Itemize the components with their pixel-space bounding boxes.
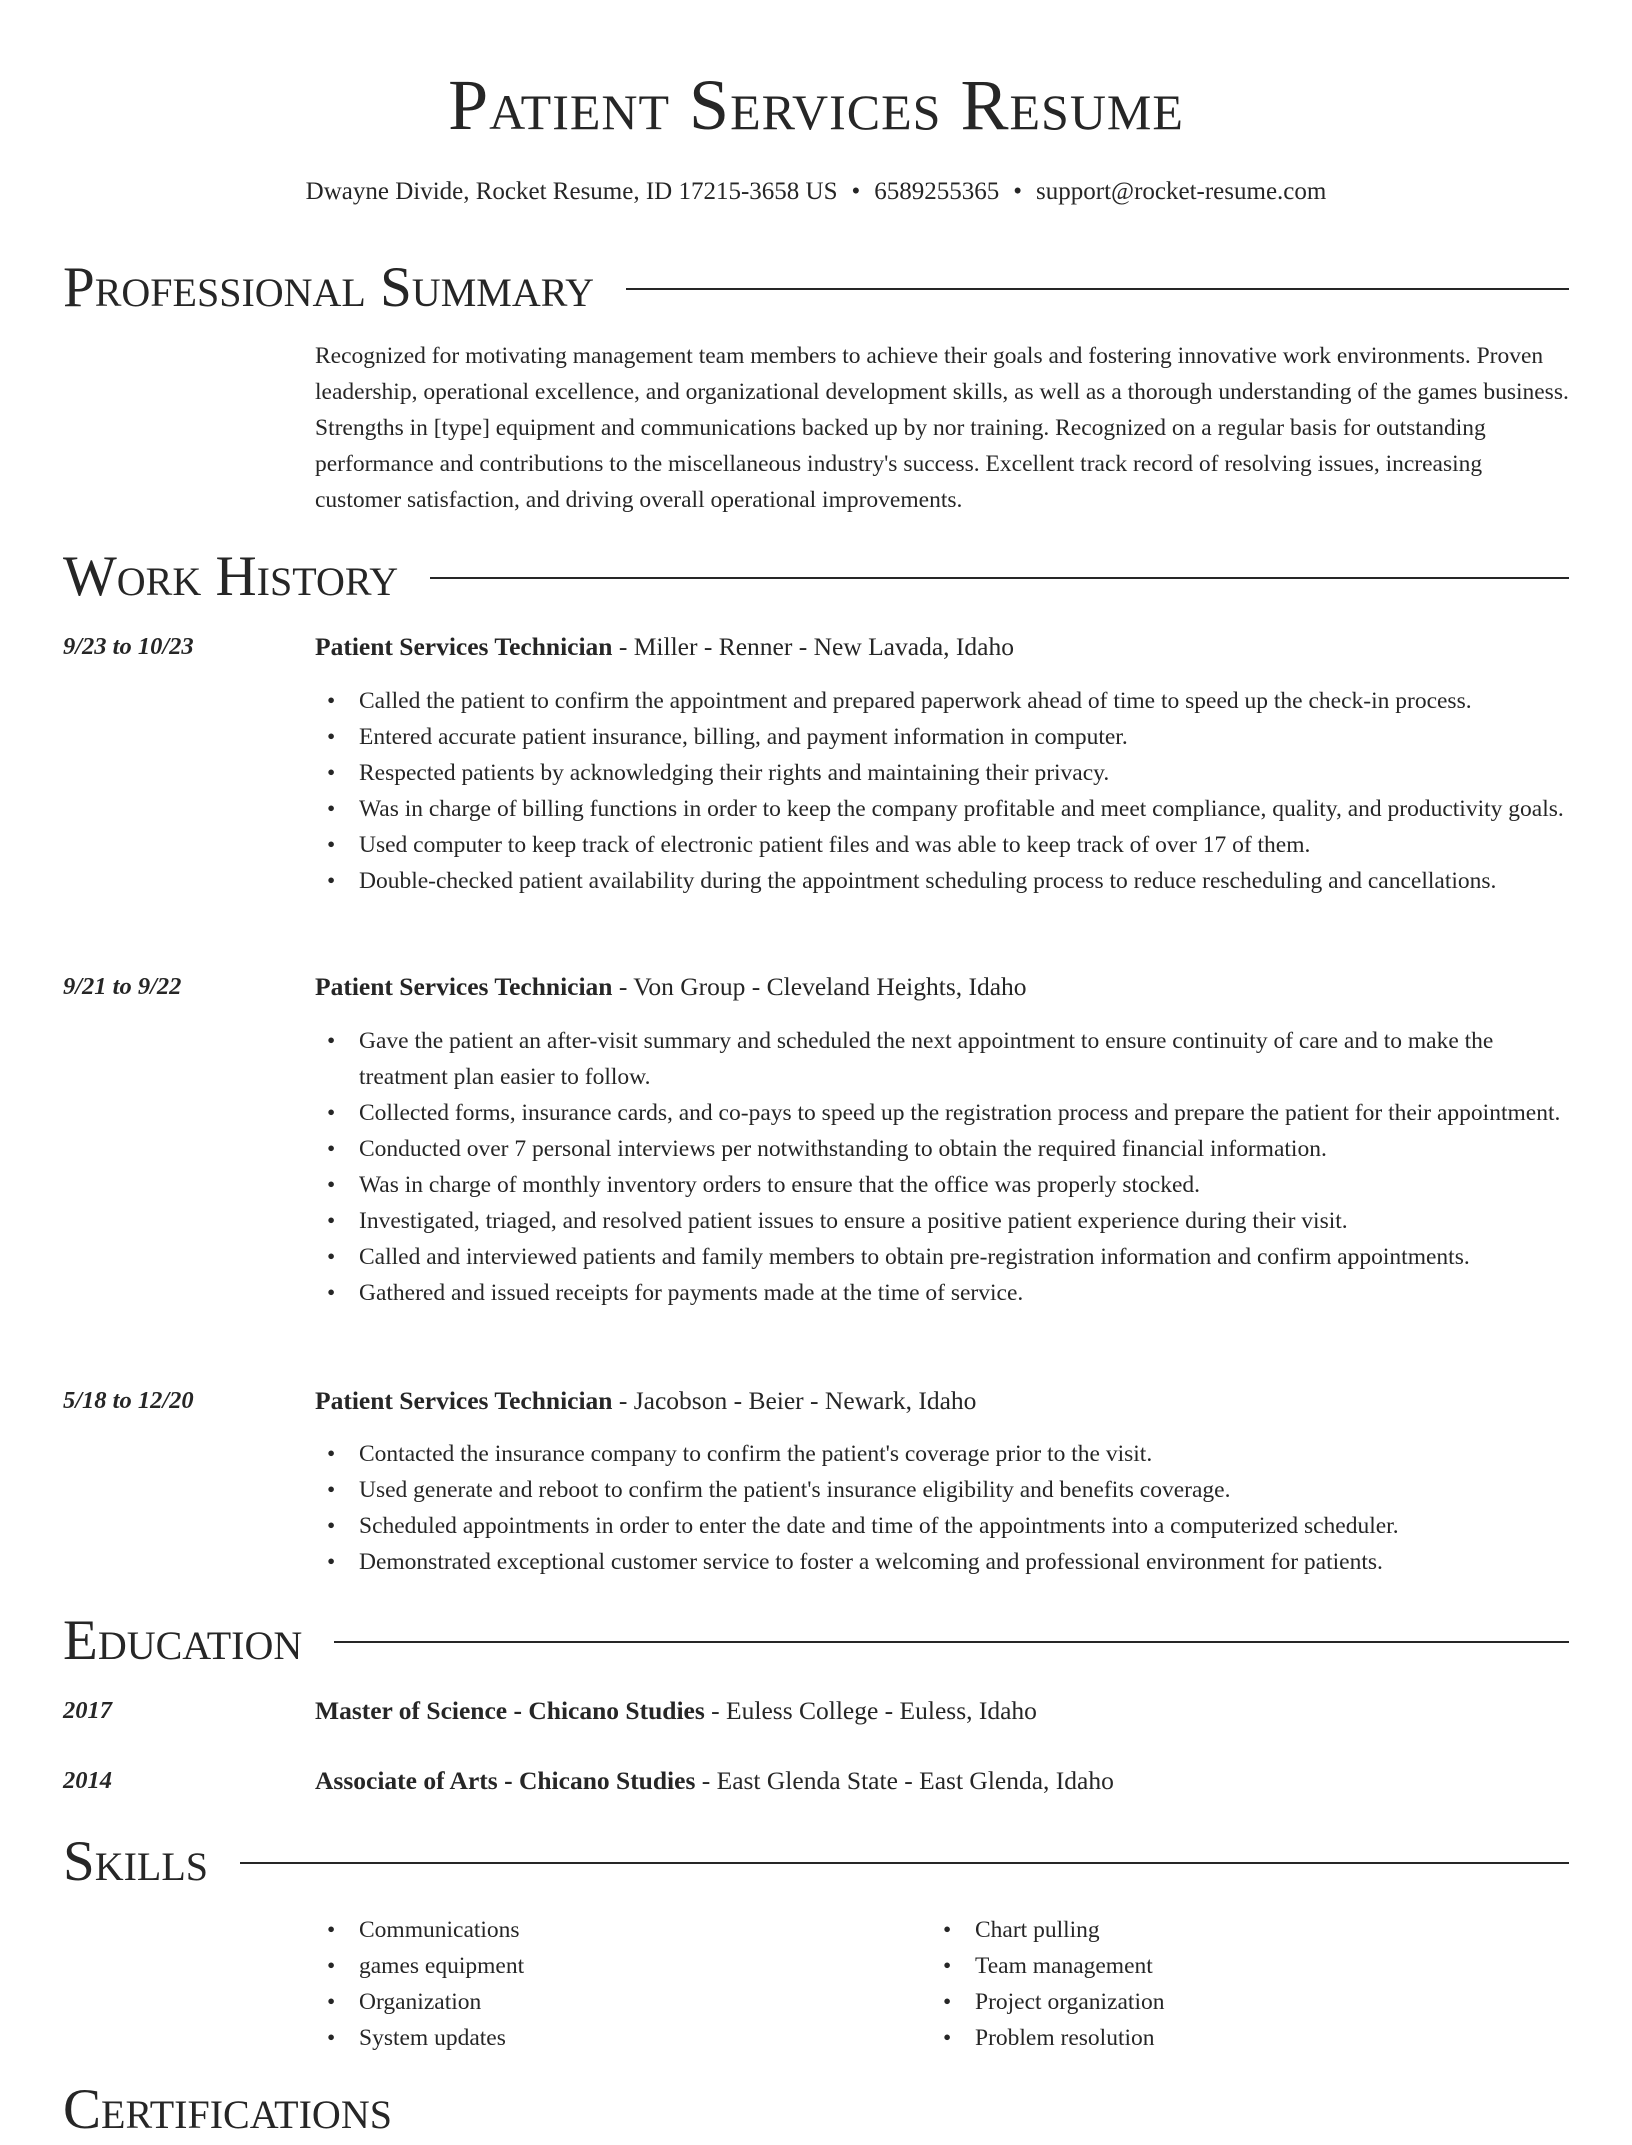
- contact-address: Dwayne Divide, Rocket Resume, ID 17215-3658 US: [305, 178, 838, 205]
- list-item: • Used generate and reboot to confirm the patient's insurance eligibility and benefits coverage.: [315, 1472, 1571, 1508]
- section-title-certifications: Certifications: [63, 2078, 392, 2141]
- skill-item: • Team management: [931, 1948, 1491, 1984]
- skill-item: • Chart pulling: [931, 1912, 1491, 1948]
- job-bullets: [315, 1023, 1571, 1311]
- job-dates: 9/21 to 9/22: [63, 973, 182, 1000]
- summary-text: Recognized for motivating management team members to achieve their goals and fostering innovative work environments. Proven leadership, operational excellence, and organizational development skills, as well as a thorough understanding of the games business. Strengths in [type] equipment and communications backed up by nor training. Recognized on a regular basis for outstanding performance and contributions to the miscellaneous industry's success. Excellent track record of resolving issues, increasing customer satisfaction, and driving overall operational improvements.: [315, 343, 1569, 513]
- list-item: • Scheduled appointments in order to enter the date and time of the appointments into a computerized scheduler.: [315, 1508, 1571, 1544]
- section-header-summary: [63, 253, 1569, 323]
- job-bullets: [315, 683, 1571, 899]
- section-title-skills: Skills: [63, 1830, 209, 1893]
- skills-list-right: [931, 1912, 1491, 2056]
- skill-item: • games equipment: [315, 1948, 875, 1984]
- job-dates: 9/23 to 10/23: [63, 633, 194, 660]
- list-item: • Conducted over 7 personal interviews per notwithstanding to obtain the required financial information.: [315, 1131, 1571, 1167]
- skill-item: • Communications: [315, 1912, 875, 1948]
- list-item: • Gathered and issued receipts for payments made at the time of service.: [315, 1275, 1571, 1311]
- contact-phone: 6589255365: [874, 178, 1000, 205]
- list-item: • Investigated, triaged, and resolved patient issues to ensure a positive patient experience during their visit.: [315, 1203, 1571, 1239]
- list-item: • Gave the patient an after-visit summary and scheduled the next appointment to ensure continuity of care and to make the treatment plan easier to follow.: [315, 1023, 1571, 1095]
- job-title: Patient Services Technician: [315, 1386, 613, 1415]
- job-details: - Jacobson - Beier - Newark, Idaho: [612, 1386, 977, 1415]
- education-details: - Euless College - Euless, Idaho: [704, 1696, 1037, 1725]
- skill-item: • Project organization: [931, 1984, 1491, 2020]
- section-header-certifications: [63, 2075, 1569, 2145]
- job-heading: [315, 629, 1569, 665]
- job-heading: [315, 969, 1569, 1005]
- section-title-summary: Professional Summary: [63, 256, 595, 319]
- list-item: • Respected patients by acknowledging their rights and maintaining their privacy.: [315, 755, 1571, 791]
- education-year: 2017: [63, 1697, 112, 1724]
- job-details: - Miller - Renner - New Lavada, Idaho: [612, 632, 1014, 661]
- list-item: • Called the patient to confirm the appointment and prepared paperwork ahead of time to speed up the check-in process.: [315, 683, 1571, 719]
- section-header-skills: [63, 1827, 1569, 1897]
- section-divider: [626, 288, 1569, 290]
- section-header-work-history: [63, 542, 1569, 612]
- section-header-education: [63, 1606, 1569, 1676]
- section-divider: [240, 1862, 1569, 1864]
- job-heading: [315, 1383, 1569, 1419]
- section-divider: [430, 577, 1569, 579]
- contact-line: [0, 172, 1632, 212]
- education-degree: Associate of Arts - Chicano Studies: [315, 1766, 696, 1795]
- list-item: • Contacted the insurance company to confirm the patient's coverage prior to the visit.: [315, 1436, 1571, 1472]
- job-dates: 5/18 to 12/20: [63, 1387, 194, 1414]
- education-degree: Master of Science - Chicano Studies: [315, 1696, 705, 1725]
- education-details: - East Glenda State - East Glenda, Idaho: [695, 1766, 1114, 1795]
- separator-dot: •: [1013, 178, 1023, 205]
- education-heading: [315, 1763, 1569, 1799]
- section-title-education: Education: [63, 1609, 303, 1672]
- list-item: • Called and interviewed patients and family members to obtain pre-registration information and confirm appointments.: [315, 1239, 1571, 1275]
- list-item: • Double-checked patient availability during the appointment scheduling process to reduce rescheduling and cancellations.: [315, 863, 1571, 899]
- page-title: Patient Services Resume: [448, 65, 1184, 145]
- skill-item: • System updates: [315, 2020, 875, 2056]
- job-title: Patient Services Technician: [315, 972, 613, 1001]
- section-divider: [334, 1641, 1569, 1643]
- education-year: 2014: [63, 1767, 112, 1794]
- list-item: • Used computer to keep track of electronic patient files and was able to keep track of over 17 of them.: [315, 827, 1571, 863]
- job-title: Patient Services Technician: [315, 632, 613, 661]
- list-item: • Was in charge of monthly inventory orders to ensure that the office was properly stocked.: [315, 1167, 1571, 1203]
- contact-email: support@rocket-resume.com: [1036, 178, 1327, 205]
- separator-dot: •: [851, 178, 861, 205]
- list-item: • Collected forms, insurance cards, and co-pays to speed up the registration process and prepare the patient for their appointment.: [315, 1095, 1571, 1131]
- skill-item: • Problem resolution: [931, 2020, 1491, 2056]
- section-title-work-history: Work History: [63, 545, 399, 608]
- list-item: • Demonstrated exceptional customer service to foster a welcoming and professional environment for patients.: [315, 1544, 1571, 1580]
- education-heading: [315, 1693, 1569, 1729]
- skills-list-left: [315, 1912, 875, 2056]
- skill-item: • Organization: [315, 1984, 875, 2020]
- list-item: • Was in charge of billing functions in order to keep the company profitable and meet compliance, quality, and productivity goals.: [315, 791, 1571, 827]
- job-bullets: [315, 1436, 1571, 1580]
- job-details: - Von Group - Cleveland Heights, Idaho: [612, 972, 1027, 1001]
- list-item: • Entered accurate patient insurance, billing, and payment information in computer.: [315, 719, 1571, 755]
